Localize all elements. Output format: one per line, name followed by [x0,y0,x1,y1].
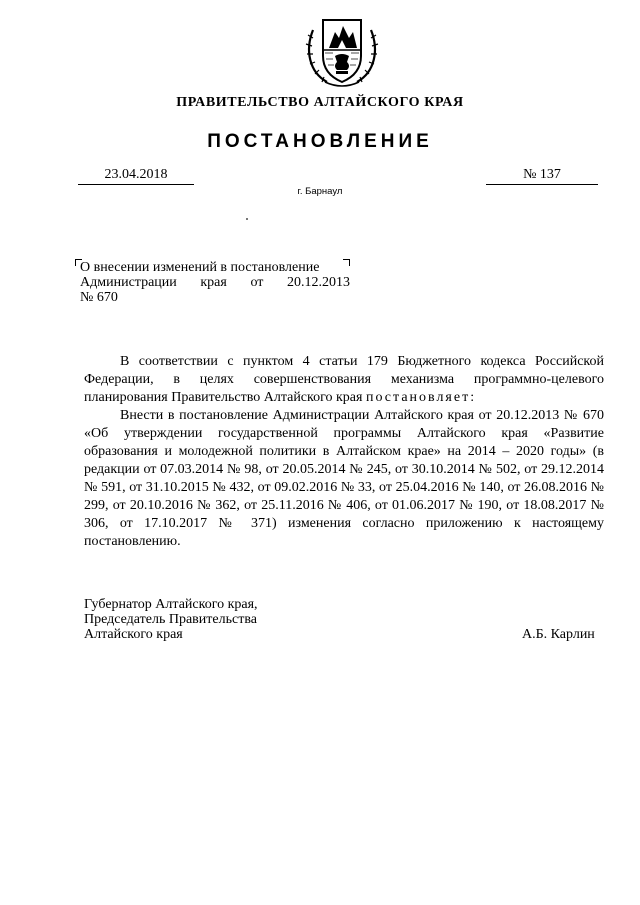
document-body [84,353,604,551]
scan-speck [246,218,248,220]
signature-title-line-1: Губернатор Алтайского края, [84,597,258,612]
body-paragraph-2: Внести в постановление Администрации Алтайского края от 20.12.2013 № 670 «Об утверждении государственной программы Алтайского края «Развитие образования и молодежной политики в Алтайском крае» на 2014 – 2020 годы» (в редакции от 07.03.2014 № 98, от 20.05.2014 № 245, от 30.10.2014 № 502, от 29.12.2014 № 591, от 31.10.2015 № 432, от 09.02.2016 № 33, от 25.04.2016 № 140, от 26.08.2016 № 299, от 20.10.2016 № 362, от 25.11.2016 № 406, от 01.06.2017 № 190, от 18.08.2017 № 306, от 17.10.2017 № 371) изменения согласно приложению к настоящему постановлению. [84,408,604,549]
subject-line-3: № 670 [80,290,118,305]
body-paragraph-1 [84,353,604,407]
subject-line-1: О внесении изменений в постановление [80,260,320,275]
organization-name: ПРАВИТЕЛЬСТВО АЛТАЙСКОГО КРАЯ [176,95,464,110]
body-paragraph-1-text: В соответствии с пунктом 4 статьи 179 Бюджетного кодекса Российской Федерации, в целях совершенствования механизма программно-целевого планирования Правительство Алтайского края [84,354,604,405]
body-paragraph-1-resolves: постановляет: [365,390,477,405]
altai-krai-coat-of-arms-icon [303,12,381,92]
document-number: № 137 [486,166,598,185]
signature-name: А.Б. Карлин [522,627,595,642]
document-type: ПОСТАНОВЛЕНИЕ [207,131,433,152]
subject-line-2: Администрации края от 20.12.2013 [80,275,350,290]
document-city: г. Барнаул [297,186,343,197]
signature-title-line-3: Алтайского края [84,627,183,642]
signature-title-line-2: Председатель Правительства [84,612,257,627]
document-date: 23.04.2018 [78,166,194,185]
signature-title [84,597,258,642]
document-subject [80,260,350,305]
